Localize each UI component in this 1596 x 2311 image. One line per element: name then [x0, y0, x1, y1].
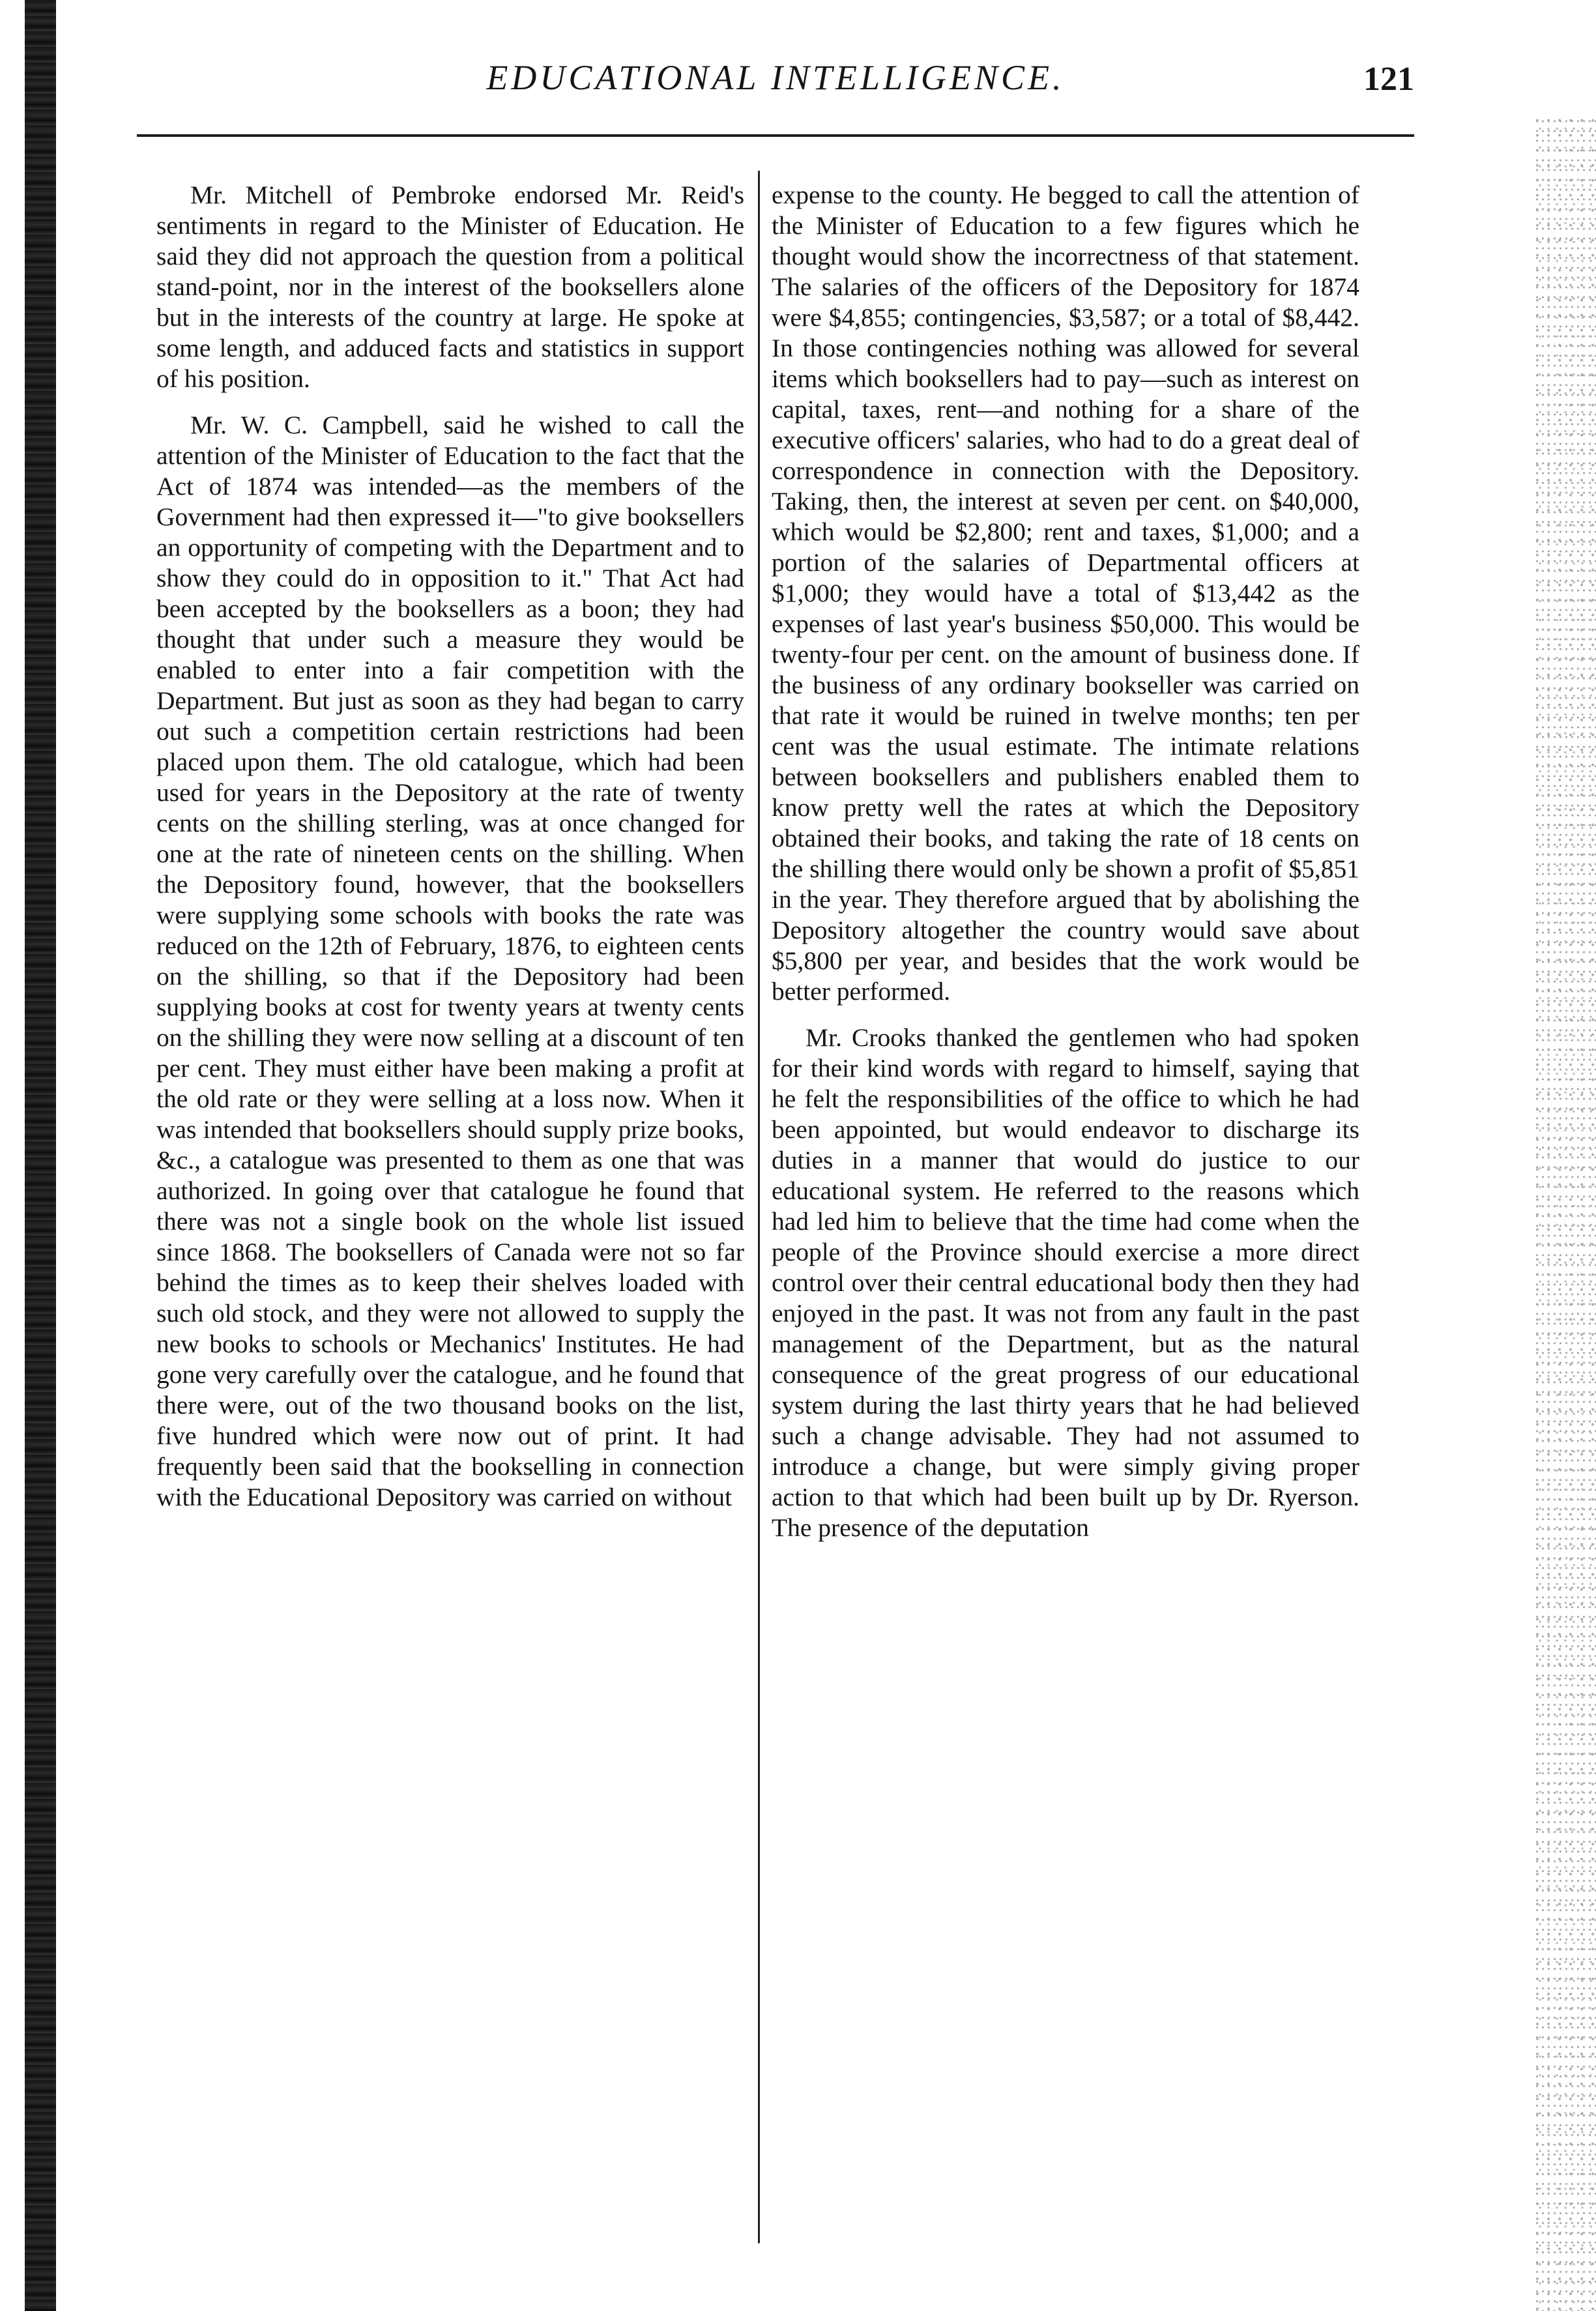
column-rule — [758, 171, 760, 2243]
book-binding-edge — [25, 0, 56, 2311]
header-rule — [137, 134, 1414, 137]
paragraph-mitchell: Mr. Mitchell of Pembroke endorsed Mr. Reid's sentiments in regard to the Minister of Education. He said they did not approach the question from a political stand-point, nor in the interest of the booksellers alone but in the interests of the country at large. He spoke at some length, and adduced facts and statistics in support of his position. — [156, 181, 744, 393]
page-number: 121 — [1363, 61, 1414, 98]
paragraph-crooks: Mr. Crooks thanked the gentlemen who had spoken for their kind words with regard to himself, saying that he felt the responsibilities of the office to which he had been appointed, but would endeavor to discharge its duties in a manner that would do justice to our educational system. He referred to the reasons which had led him to believe that the time had come when the people of the Province should exercise a more direct control over their central educational body then they had enjoyed in the past. It was not from any fault in the past management of the Department, but as the natural consequence of the great progress of our educational system during the last thirty years that he had believed such a change advisable. They had not assumed to introduce a change, but were simply giving proper action to that which had been built up by Dr. Ryerson. The presence of the deputation — [772, 1023, 1359, 1542]
paragraph-campbell-continued: expense to the county. He begged to call the attention of the Minister of Education to a few figures which he thought would show the incorrectness of that statement. The salaries of the officers of the Depository for 1874 were $4,855; contingencies, $3,587; or a total of $8,442. In those contingencies nothing was allowed for several items which booksellers had to pay—such as interest on capital, taxes, rent—and nothing for a share of the executive officers' salaries, who had to do a great deal of correspondence in connection with the Depository. Taking, then, the interest at seven per cent. on $40,000, which would be $2,800; rent and taxes, $1,000; and a portion of the salaries of Departmental officers at $1,000; they would have a total of $13,442 as the expenses of last year's business $50,000. This would be twenty-four per cent. on the amount of business done. If the business of any ordinary bookseller was carried on that rate it would be ruined in twelve months; ten per cent was the usual estimate. The intimate relations between booksellers and publishers enabled them to know pretty well the rates at which the Depository obtained their books, and taking the rate of 18 cents on the shilling there would only be shown a profit of $5,851 in the year. They therefore argued that by abolishing the Depository altogether the country would save about $5,800 per year, and besides that the work would be better performed. — [772, 181, 1359, 1006]
page-edge-noise — [1534, 117, 1596, 2311]
running-head: EDUCATIONAL INTELLIGENCE. — [486, 58, 1065, 97]
left-column — [156, 180, 744, 2246]
right-column — [772, 180, 1359, 2246]
page-header — [137, 57, 1414, 123]
paragraph-campbell: Mr. W. C. Campbell, said he wished to call the attention of the Minister of Education to the fact that the Act of 1874 was intended—as the members of the Government had then expressed it—"to give booksellers an opportunity of competing with the Department and to show they could do in opposition to it." That Act had been accepted by the booksellers as a boon; they had thought that under such a measure they would be enabled to enter into a fair competition with the Department. But just as soon as they had began to carry out such a competition certain restrictions had been placed upon them. The old catalogue, which had been used for years in the Depository at the rate of twenty cents on the shilling sterling, was at once changed for one at the rate of nineteen cents on the shilling. When the Depository found, however, that the booksellers were supplying some schools with books the rate was reduced on the 12th of February, 1876, to eighteen cents on the shilling, so that if the Depository had been supplying books at cost for twenty years at twenty cents on the shilling they were now selling at a discount of ten per cent. They must either have been making a profit at the old rate or they were selling at a loss now. When it was intended that booksellers should supply prize books, &c., a catalogue was presented to them as one that was authorized. In going over that catalogue he found that there was not a single book on the whole list issued since 1868. The booksellers of Canada were not so far behind the times as to keep their shelves loaded with such old stock, and they were not allowed to supply the new books to schools or Mechanics' Institutes. He had gone very carefully over the catalogue, and he found that there were, out of the two thousand books on the list, five hundred which were now out of print. It had frequently been said that the bookselling in connection with the Educational Depository was carried on without — [156, 411, 744, 1511]
